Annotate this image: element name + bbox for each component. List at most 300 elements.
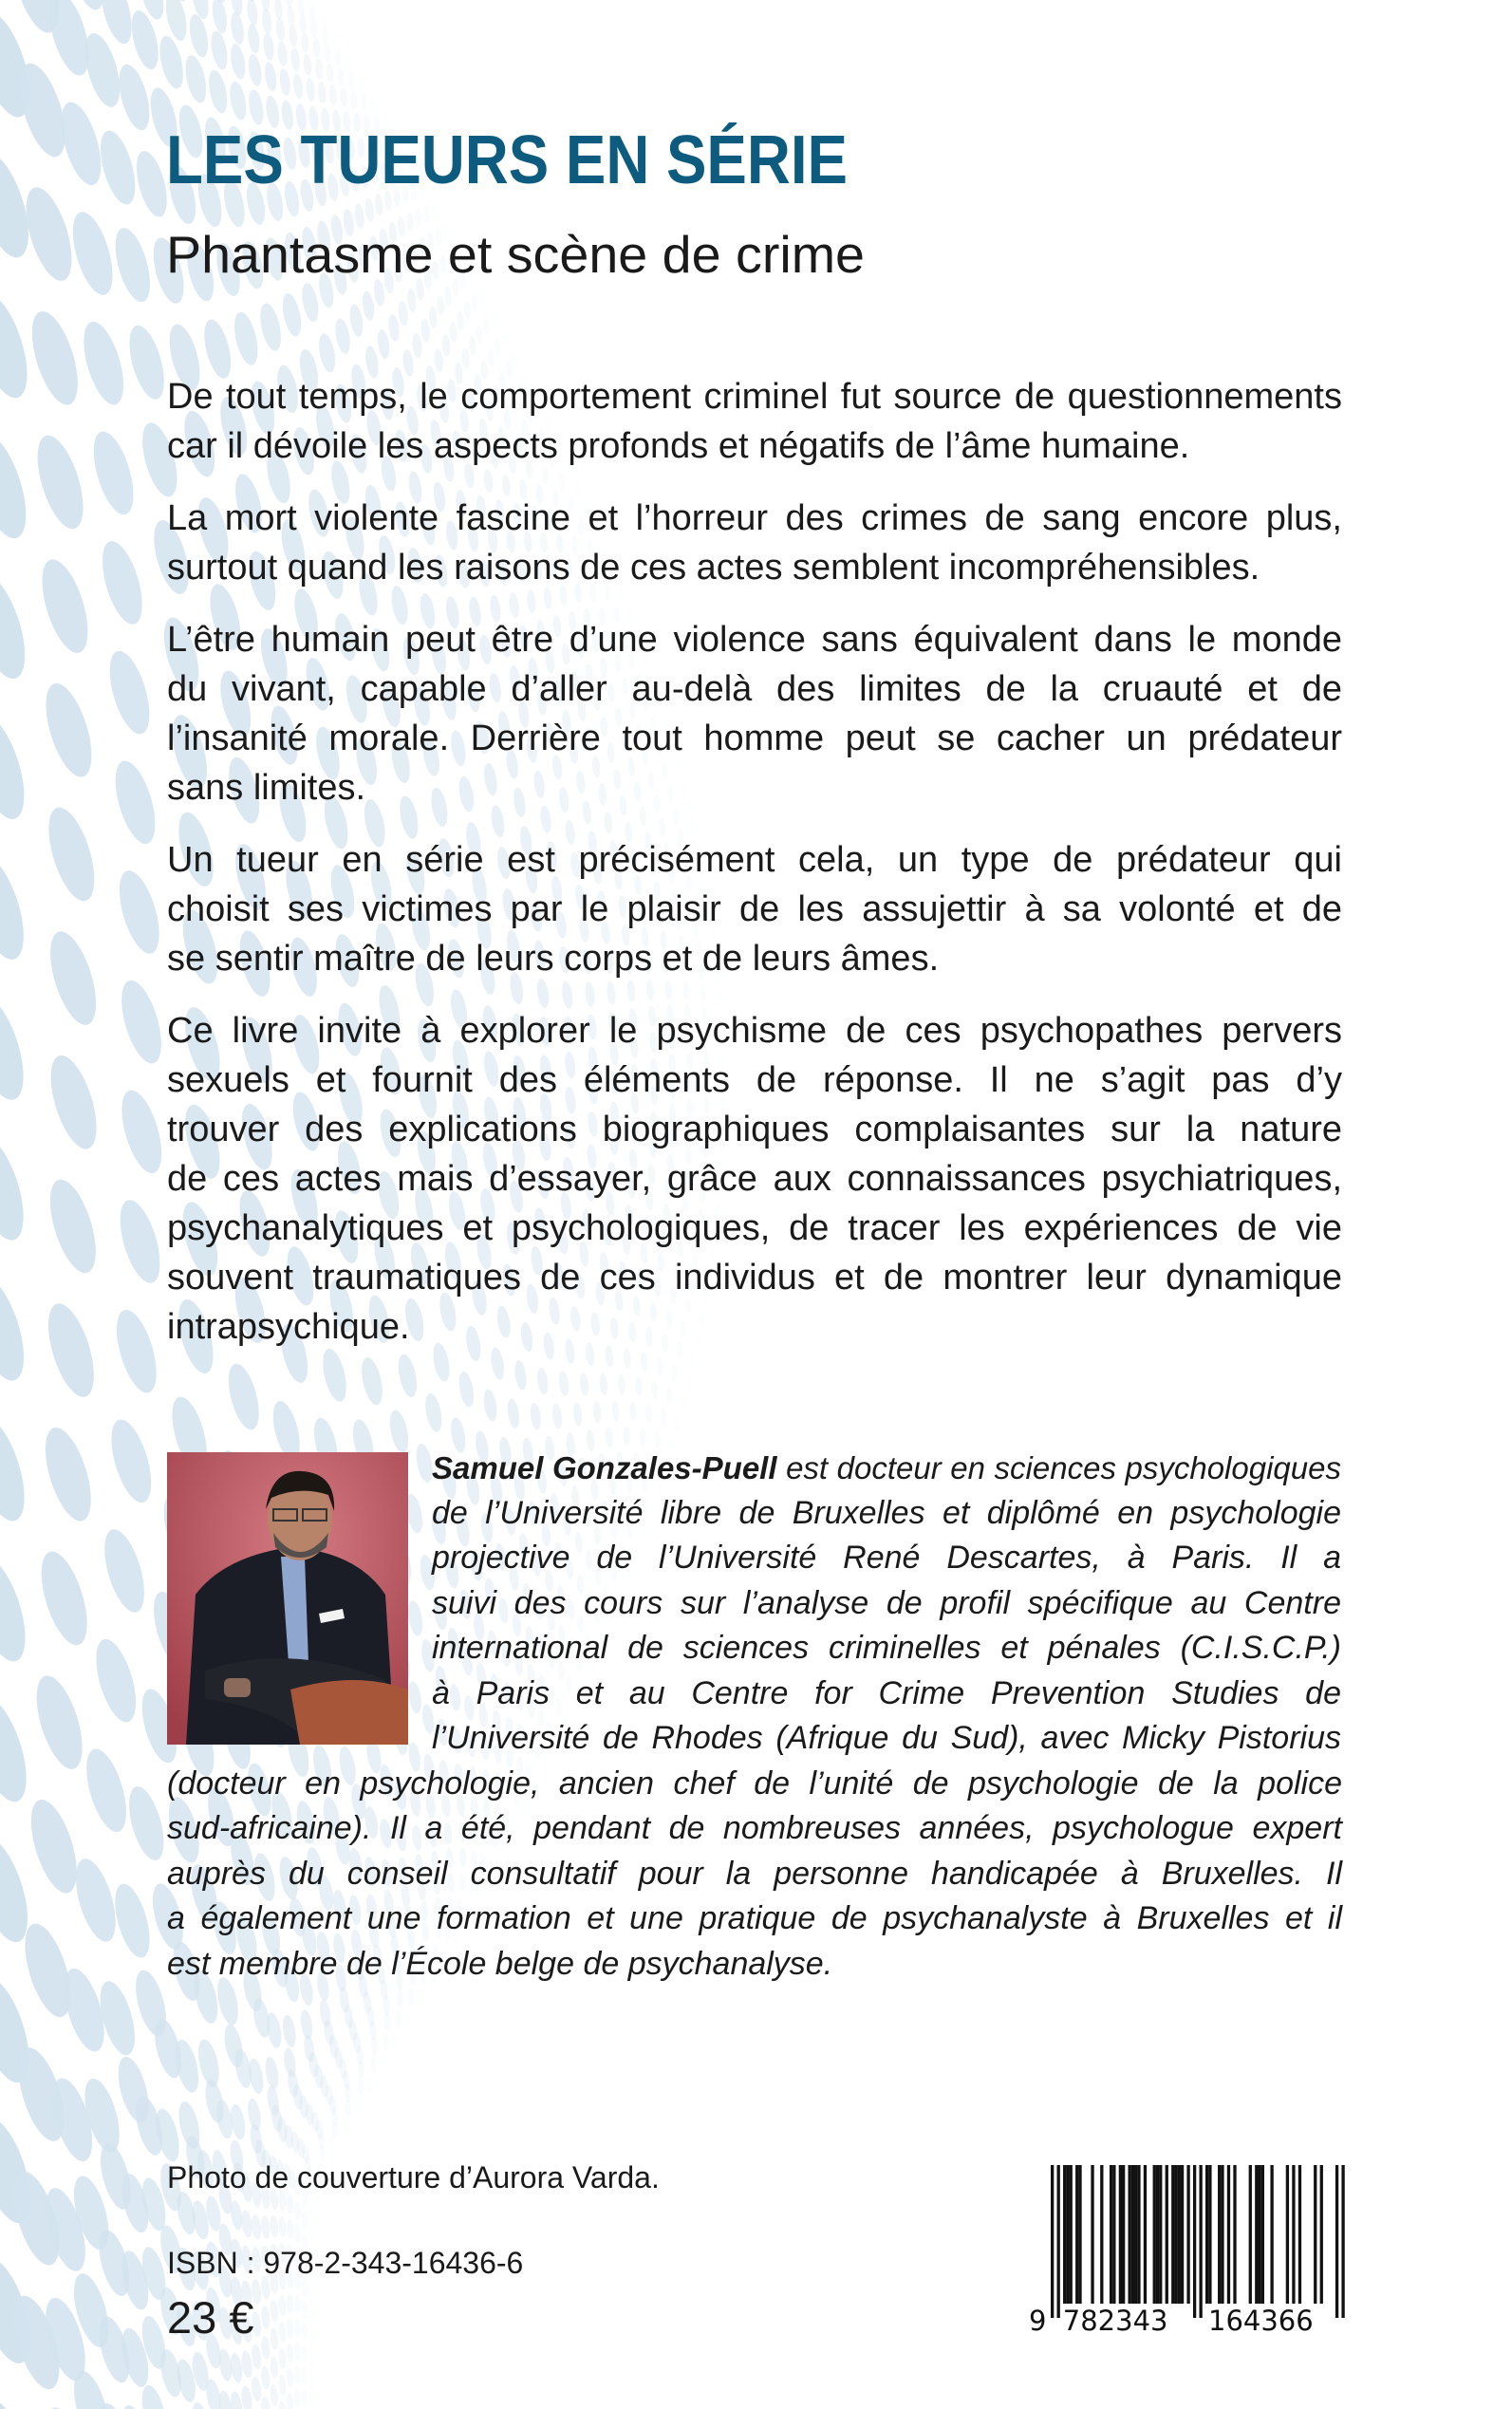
- background-dot: [387, 313, 401, 342]
- background-dot: [350, 90, 358, 109]
- background-dot: [251, 2344, 263, 2370]
- background-dot: [599, 1373, 608, 1395]
- background-dot: [322, 27, 328, 45]
- background-dot: [558, 1371, 570, 1397]
- background-dot: [286, 2219, 294, 2239]
- barcode-bar: [1063, 2165, 1066, 2304]
- barcode-bar: [1255, 2165, 1258, 2304]
- background-dot: [305, 78, 316, 103]
- background-dot: [308, 2352, 315, 2369]
- barcode-bar: [1320, 2165, 1323, 2304]
- background-dot: [0, 1129, 34, 1246]
- photo-credit: Photo de couverture d’Aurora Varda.: [167, 2160, 660, 2194]
- background-dot: [342, 2119, 348, 2136]
- background-dot: [251, 2213, 263, 2240]
- background-dot: [623, 1426, 631, 1446]
- background-dot: [113, 61, 155, 133]
- barcode-bar: [1057, 2165, 1060, 2318]
- background-dot: [294, 2295, 302, 2314]
- background-dot: [209, 29, 231, 71]
- blurb-line: se sentir maître de leurs corps et de leurs âmes.: [167, 939, 940, 979]
- background-dot: [478, 288, 485, 305]
- background-dot: [326, 63, 334, 83]
- background-dot: [345, 54, 352, 71]
- blurb-line: L’être humain peut être d’une violence sans équivalent dans le monde: [167, 620, 1342, 660]
- background-dot: [457, 310, 465, 330]
- barcode-digits: 164366: [1208, 2305, 1314, 2337]
- background-dot: [0, 1269, 34, 1387]
- barcode-bar: [1171, 2165, 1174, 2304]
- background-dot: [28, 1671, 91, 1774]
- background-dot: [294, 2365, 302, 2384]
- background-dot: [408, 1989, 415, 2007]
- background-dot: [437, 295, 445, 316]
- barcode-bar: [1258, 2165, 1260, 2304]
- background-dot: [301, 2389, 308, 2407]
- background-dot: [461, 347, 470, 368]
- background-dot: [361, 290, 376, 322]
- blurb-line: De tout temps, le comportement criminel fut source de questionnements: [167, 377, 1342, 417]
- background-dot: [294, 2342, 302, 2361]
- background-dot: [299, 13, 308, 33]
- background-dot: [308, 2225, 315, 2242]
- background-dot: [102, 646, 157, 738]
- background-dot: [335, 49, 342, 67]
- background-dot: [88, 1634, 143, 1727]
- background-dot: [40, 802, 103, 906]
- background-dot: [230, 310, 262, 367]
- background-dot: [289, 47, 301, 72]
- bio-line: a également une formation et une pratique de psychanalyste à Bruxelles et il: [167, 1900, 1342, 1936]
- background-dot: [247, 88, 266, 126]
- background-dot: [32, 1546, 96, 1650]
- barcode-bar: [1186, 2165, 1189, 2304]
- background-dot: [260, 0, 271, 11]
- background-dot: [404, 2011, 411, 2028]
- background-dot: [85, 427, 140, 519]
- background-dot: [317, 82, 327, 104]
- background-dot: [42, 1051, 105, 1154]
- barcode-bar: [1341, 2165, 1344, 2318]
- background-dot: [501, 330, 508, 347]
- background-dot: [0, 287, 38, 404]
- background-dot: [114, 976, 169, 1068]
- bio-line: sud-africaine). Il a été, pendant de nombreuses années, psychologue expert: [167, 1810, 1342, 1846]
- blurb-line: surtout quand les raisons de ces actes semblent incompréhensibles.: [167, 548, 1260, 588]
- background-dot: [680, 1394, 686, 1411]
- background-dot: [397, 300, 409, 327]
- barcode-bar: [1051, 2165, 1054, 2318]
- bio-line: suivi des cours sur l’analyse de profil spécifique au Centre: [432, 1584, 1341, 1621]
- background-dot: [65, 208, 120, 300]
- background-dot: [97, 1525, 152, 1617]
- background-dot: [286, 2368, 294, 2388]
- barcode-bar: [1218, 2165, 1221, 2304]
- background-dot: [251, 2376, 263, 2402]
- background-dot: [260, 2215, 271, 2240]
- blurb-line: trouver des explications biographiques complaisantes sur la nature: [167, 1110, 1342, 1149]
- background-dot: [308, 2309, 315, 2326]
- barcode-bar: [1199, 2165, 1202, 2318]
- bio-line: auprès du conseil consultatif pour la personne handicapée à Bruxelles. Il: [167, 1855, 1342, 1892]
- background-dot: [79, 1745, 134, 1837]
- background-dot: [406, 1680, 423, 1714]
- barcode-bar: [1137, 2165, 1140, 2304]
- background-dot: [262, 32, 275, 61]
- barcode-bar: [1286, 2165, 1289, 2304]
- background-dot: [328, 84, 337, 105]
- background-dot: [301, 2367, 308, 2385]
- background-dot: [432, 203, 439, 220]
- background-dot: [270, 2300, 279, 2323]
- book-subtitle: Phantasme et scène de crime: [166, 225, 866, 284]
- background-dot: [457, 1371, 476, 1409]
- background-dot: [314, 58, 323, 79]
- bio-line: projective de l’Université René Descartes, à Paris. Il a: [432, 1540, 1341, 1576]
- background-dot: [210, 0, 229, 34]
- blurb-line: du vivant, capable d’aller au-delà des limites de la cruauté et de: [167, 669, 1342, 709]
- background-dot: [103, 1415, 159, 1507]
- background-dot: [260, 2335, 271, 2360]
- background-dot: [308, 2288, 315, 2306]
- background-dot: [263, 2056, 280, 2090]
- blurb-line: choisit ses victimes par le plaisir de les assujettir à sa volonté et de: [167, 889, 1342, 929]
- background-dot: [240, 2385, 253, 2409]
- background-dot: [39, 1298, 103, 1402]
- background-dot: [256, 302, 285, 353]
- background-dot: [297, 0, 305, 15]
- barcode-bar: [1066, 2165, 1069, 2304]
- barcode-bar: [1153, 2165, 1156, 2304]
- blurb-line: Ce livre invite à explorer le psychisme de ces psychopathes pervers: [167, 1011, 1342, 1051]
- bio-line: est membre de l’École belge de psychanalyse.: [167, 1945, 833, 1982]
- background-dot: [329, 2139, 336, 2157]
- background-dot: [278, 2400, 287, 2409]
- background-dot: [0, 1550, 36, 1668]
- background-dot: [263, 61, 278, 92]
- background-dot: [299, 282, 321, 324]
- background-dot: [364, 197, 376, 222]
- background-dot: [37, 679, 101, 782]
- background-dot: [685, 1373, 692, 1391]
- background-dot: [301, 2300, 308, 2318]
- background-dot: [286, 2293, 294, 2313]
- barcode-bar: [1178, 2165, 1181, 2304]
- background-dot: [270, 2327, 279, 2350]
- barcode-bar: [1110, 2165, 1112, 2304]
- barcode-bar: [1075, 2165, 1078, 2304]
- background-dot: [278, 2295, 287, 2316]
- background-dot: [108, 224, 157, 306]
- blurb-line: l’insanité morale. Derrière tout homme peut se cacher un prédateur: [167, 719, 1342, 758]
- barcode-bar: [1166, 2165, 1168, 2304]
- blurb-paragraph: [167, 494, 1342, 592]
- background-dot: [422, 1391, 444, 1433]
- background-dot: [28, 430, 92, 533]
- background-dot: [611, 1400, 620, 1421]
- background-dot: [94, 127, 142, 209]
- barcode-bar: [1298, 2165, 1301, 2304]
- background-dot: [406, 289, 418, 313]
- background-dot: [240, 2210, 253, 2238]
- blurb-paragraph: [167, 372, 1342, 471]
- background-dot: [0, 2392, 41, 2409]
- background-dot: [361, 94, 367, 112]
- background-dot: [111, 867, 166, 959]
- background-dot: [260, 2306, 271, 2330]
- background-dot: [294, 2319, 302, 2338]
- background-dot: [370, 2037, 378, 2056]
- background-dot: [294, 2225, 302, 2244]
- background-dot: [0, 988, 34, 1106]
- background-dot: [227, 80, 249, 121]
- barcode-bar: [1119, 2165, 1122, 2304]
- background-dot: [428, 306, 438, 328]
- background-dot: [333, 32, 340, 49]
- background-dot: [23, 307, 86, 410]
- background-dot: [273, 0, 283, 20]
- background-dot: [392, 2033, 399, 2050]
- background-dot: [286, 2343, 294, 2362]
- barcode-bar: [1156, 2165, 1159, 2304]
- background-dot: [666, 1387, 673, 1405]
- background-dot: [387, 1409, 412, 1455]
- background-dot: [107, 756, 162, 849]
- blurb-line: souvent traumatiques de ces individus et de montrer leur dynamique: [167, 1258, 1342, 1298]
- price: 23 €: [167, 2292, 254, 2343]
- barcode-bar: [1335, 2165, 1338, 2318]
- blurb-line: intrapsychique.: [167, 1307, 410, 1347]
- background-dot: [206, 68, 231, 115]
- background-dot: [483, 316, 490, 334]
- background-dot: [370, 97, 377, 114]
- background-dot: [294, 2389, 302, 2408]
- background-dot: [395, 2010, 401, 2028]
- background-dot: [229, 0, 244, 16]
- barcode-bar: [1249, 2165, 1252, 2304]
- background-dot: [229, 43, 248, 81]
- background-dot: [182, 53, 211, 104]
- bio-line: de l’Université libre de Bruxelles et diplômé en psychologie: [432, 1494, 1341, 1531]
- barcode-bar: [1174, 2165, 1177, 2304]
- background-dot: [417, 1990, 423, 2008]
- barcode-bar: [1131, 2165, 1134, 2304]
- blurb-paragraph: [167, 615, 1342, 812]
- blurb: [167, 372, 1342, 1374]
- blurb-line: Un tueur en série est précisément cela, un type de prédateur qui: [167, 840, 1342, 880]
- barcode-bar: [1122, 2165, 1125, 2304]
- background-dot: [661, 1409, 667, 1427]
- background-dot: [441, 334, 451, 357]
- barcode-bar: [1181, 2165, 1184, 2304]
- background-dot: [674, 1416, 681, 1433]
- barcode-bar: [1205, 2165, 1208, 2304]
- background-dot: [324, 44, 331, 63]
- background-dot: [278, 2322, 287, 2343]
- barcode-bar: [1112, 2165, 1115, 2304]
- background-dot: [347, 71, 354, 89]
- background-dot: [592, 1401, 602, 1424]
- background-dot: [383, 2013, 391, 2032]
- background-dot: [308, 2331, 315, 2348]
- barcode-digits: 9: [1029, 2305, 1047, 2337]
- background-dot: [376, 328, 391, 360]
- background-dot: [95, 537, 150, 629]
- barcode-bar: [1208, 2165, 1211, 2304]
- background-dot: [301, 2211, 308, 2229]
- background-dot: [286, 2318, 294, 2338]
- background-dot: [36, 1423, 100, 1526]
- background-dot: [645, 1404, 653, 1423]
- background-dot: [278, 67, 291, 96]
- background-dot: [303, 53, 312, 76]
- background-dot: [482, 1389, 499, 1423]
- blurb-line: La mort violente fascine et l’horreur des crimes de sang encore plus,: [167, 498, 1342, 538]
- background-dot: [331, 2122, 338, 2140]
- background-dot: [310, 20, 318, 39]
- background-dot: [261, 9, 273, 35]
- background-dot: [287, 6, 295, 27]
- background-dot: [319, 2144, 326, 2162]
- background-dot: [487, 348, 495, 367]
- background-dot: [122, 322, 171, 403]
- background-dot: [383, 2033, 389, 2051]
- background-dot: [308, 2203, 315, 2220]
- background-dot: [357, 2078, 364, 2096]
- background-dot: [278, 2216, 287, 2237]
- background-dot: [405, 1599, 424, 1637]
- background-dot: [312, 38, 321, 58]
- bio-line: [432, 1446, 1341, 1491]
- background-dot: [551, 1403, 564, 1429]
- background-dot: [495, 339, 501, 357]
- background-dot: [617, 1374, 625, 1395]
- background-dot: [0, 427, 37, 545]
- background-dot: [294, 2201, 302, 2220]
- background-dot: [114, 1086, 169, 1178]
- background-dot: [270, 2215, 279, 2238]
- background-dot: [260, 2396, 271, 2409]
- background-dot: [270, 2383, 279, 2406]
- background-dot: [247, 53, 264, 87]
- barcode-bar: [1144, 2165, 1147, 2304]
- background-dot: [333, 317, 352, 355]
- blurb-paragraph: [167, 835, 1342, 983]
- background-dot: [490, 309, 496, 327]
- blurb-line: car il dévoile les aspects profonds et négatifs de l’âme humaine.: [167, 426, 1190, 466]
- background-dot: [367, 2076, 374, 2093]
- barcode-bar: [1193, 2165, 1196, 2318]
- background-dot: [433, 348, 444, 373]
- background-dot: [471, 294, 477, 312]
- background-dot: [370, 2055, 377, 2073]
- barcode-bar: [1078, 2165, 1081, 2304]
- background-dot: [572, 1402, 584, 1427]
- background-dot: [449, 322, 457, 343]
- background-dot: [279, 291, 304, 338]
- background-dot: [41, 1174, 104, 1278]
- background-dot: [0, 848, 34, 965]
- background-dot: [316, 332, 338, 374]
- background-dot: [628, 1401, 637, 1421]
- background-dot: [380, 2054, 386, 2071]
- background-dot: [651, 1380, 659, 1399]
- background-dot: [246, 0, 259, 27]
- background-dot: [33, 554, 97, 658]
- background-dot: [275, 17, 287, 42]
- background-dot: [579, 1373, 590, 1397]
- bio-line: (docteur en psychologie, ancien chef de l’unité de psychologie de la police: [167, 1765, 1342, 1802]
- background-dot: [278, 2374, 287, 2395]
- background-dot: [260, 2365, 271, 2390]
- background-dot: [186, 12, 211, 59]
- background-dot: [112, 1196, 167, 1288]
- bio-line: l’Université de Rhodes (Afrique du Sud), avec Micky Pistorius: [432, 1720, 1341, 1756]
- background-dot: [76, 317, 131, 409]
- background-dot: [270, 2356, 279, 2379]
- background-dot: [229, 11, 246, 46]
- background-dot: [635, 1376, 644, 1396]
- barcode-bar: [1270, 2165, 1273, 2304]
- background-dot: [513, 352, 519, 369]
- barcode-bar: [1134, 2165, 1137, 2304]
- blurb-line: sexuels et fournit des éléments de réponse. Il ne s’agit pas d’y: [167, 1060, 1342, 1100]
- blurb-paragraph: [167, 1006, 1342, 1352]
- background-dot: [340, 87, 348, 107]
- barcode-bar: [1314, 2165, 1316, 2304]
- barcode-bar: [1100, 2165, 1103, 2304]
- background-dot: [476, 326, 483, 345]
- background-dot: [420, 318, 431, 343]
- background-dot: [301, 32, 309, 53]
- background-dot: [639, 1428, 646, 1447]
- background-dot: [0, 568, 35, 685]
- author-photo: [167, 1452, 408, 1745]
- background-dot: [345, 2100, 351, 2118]
- background-dot: [41, 926, 104, 1030]
- background-dot: [276, 41, 289, 67]
- background-dot: [320, 11, 327, 28]
- background-dot: [468, 335, 476, 355]
- background-dot: [301, 2344, 308, 2362]
- background-dot: [423, 205, 430, 223]
- background-dot: [109, 1305, 164, 1397]
- bio-line: à Paris et au Centre for Crime Prevention Studies de: [432, 1674, 1341, 1711]
- background-dot: [301, 2323, 308, 2341]
- background-dot: [354, 2097, 361, 2114]
- background-dot: [308, 2395, 315, 2409]
- background-dot: [292, 73, 305, 100]
- bio-text: est docteur en sciences psychologiques: [776, 1450, 1341, 1485]
- background-dot: [347, 304, 364, 338]
- barcode-bar: [1221, 2165, 1223, 2304]
- bio-line: international de sciences criminelles et pénales (C.I.S.C.P.): [432, 1630, 1341, 1666]
- background-dot: [0, 1690, 37, 1808]
- background-dot: [0, 707, 35, 825]
- background-dot: [337, 67, 345, 86]
- book-title: LES TUEURS EN SÉRIE: [166, 122, 848, 198]
- blurb-line: psychanalytiques et psychologiques, de tracer les expériences de vie: [167, 1208, 1342, 1248]
- isbn: ISBN : 978-2-343-16436-6: [167, 2246, 524, 2280]
- background-dot: [246, 23, 261, 54]
- barcode-bar: [1261, 2165, 1264, 2304]
- barcode-bar: [1233, 2165, 1236, 2304]
- background-dot: [281, 2014, 298, 2048]
- background-dot: [0, 1410, 35, 1527]
- background-dot: [464, 302, 472, 321]
- background-dot: [411, 332, 423, 359]
- barcode-bar: [1070, 2165, 1073, 2304]
